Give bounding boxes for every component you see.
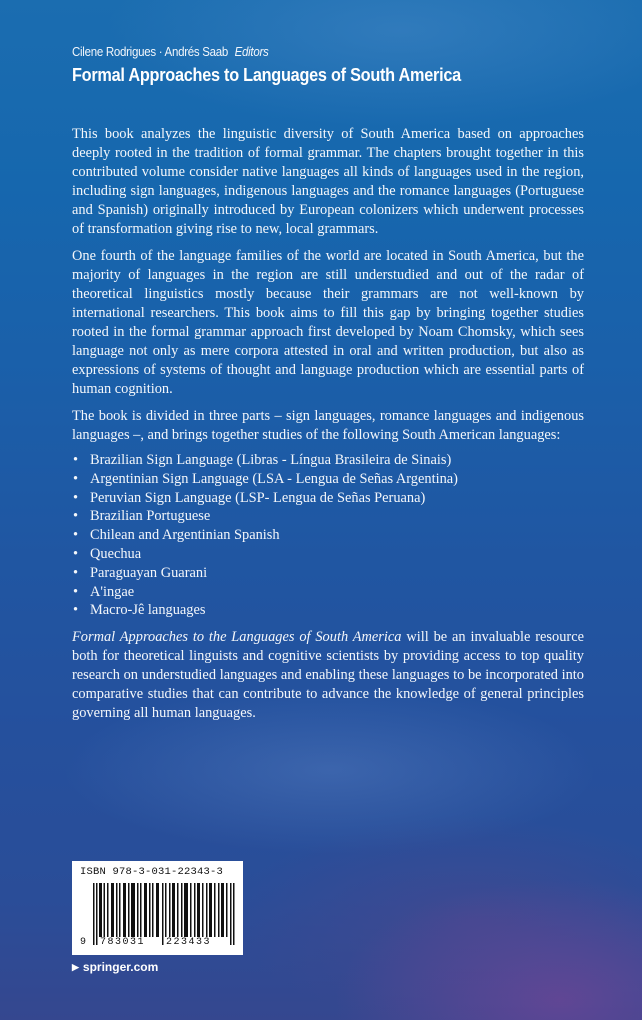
list-item [72,583,584,602]
editors-line [72,45,268,59]
bullet-icon: • [73,508,79,525]
book-title: Formal Approaches to Languages of South America [72,64,461,85]
language-name: Paraguayan Guarani [90,564,208,581]
isbn-label: ISBN 978-3-031-22343-3 [80,866,224,878]
language-name: Argentinian Sign Language (LSA - Lengua de Señas Argentina) [90,470,458,487]
language-name: Chilean and Argentinian Spanish [90,527,280,544]
blurb-closing-paragraph [72,628,584,723]
list-item [72,451,584,470]
closing-book-title: Formal Approaches to the Languages of South America [72,629,402,646]
blurb-paragraph-2: One fourth of the language families of the world are located in South America, but the majority of languages in the region are still understudied and out of the radar of theoretical linguistics mostly because their grammars are not well-known by international researchers. This book aims to fill this gap by bringing together studies rooted in the formal grammar approach first developed by Noam Chomsky, which sees language not only as mere corpora attested in oral and written production, but also as expressions of systems of thought and language production which are essential parts of human cognition. [72,248,584,397]
bullet-icon: • [73,470,79,487]
barcode-bars-icon [93,883,235,945]
bullet-icon: • [73,527,79,544]
language-name: Quechua [90,545,142,562]
play-arrow-icon: ▶ [72,961,79,972]
closing-text: will be an invaluable resource both for theoretical linguists and cognitive scientists by providing access to top quality research on understudied languages and enabling these languages to be incorporated into comparative studies that can contribute to advance the knowledge of general principles governing all human languages. [72,629,584,722]
list-item [72,470,584,489]
list-item [72,526,584,545]
bullet-icon: • [73,602,79,619]
language-name: Peruvian Sign Language (LSP- Lengua de Señas Peruana) [90,489,426,506]
bullet-icon: • [73,545,79,562]
ean-group-2: 223433 [166,937,212,948]
list-item [72,489,584,508]
list-item [72,545,584,564]
publisher-website-link[interactable] [72,960,158,974]
ean-first-digit: 9 [80,937,87,948]
language-name: A'ingae [90,583,135,600]
blurb-paragraph-3: The book is divided in three parts – sign languages, romance languages and indigenous languages –, and brings together studies of the following South American languages: [72,408,584,443]
bullet-icon: • [73,564,79,581]
language-name: Macro-Jê languages [90,602,206,619]
bullet-icon: • [73,452,79,468]
editors-names: Cilene Rodrigues · Andrés Saab [72,45,229,59]
editors-role: Editors [234,45,269,59]
bullet-icon: • [73,489,79,506]
language-name: Brazilian Sign Language (Libras - Língua Brasileira de Sinais) [90,452,452,468]
ean-group-1: 783031 [100,937,146,948]
list-item [72,564,584,583]
publisher-url: springer.com [82,960,159,974]
language-list [72,451,584,620]
isbn-barcode [72,861,243,955]
list-item [72,507,584,526]
list-item [72,601,584,620]
blurb [72,125,584,731]
bullet-icon: • [73,583,79,600]
blurb-paragraph-1: This book analyzes the linguistic diversity of South America based on approaches deeply rooted in the tradition of formal grammar. The chapters brought together in this contributed volume consider native languages all kinds of languages used in the region, including sign languages, indigenous languages and the romance languages (Portuguese and Spanish) originally introduced by European colonizers which underwent processes of transformation giving rise to new, local grammars. [72,126,584,237]
language-name: Brazilian Portuguese [90,508,211,525]
